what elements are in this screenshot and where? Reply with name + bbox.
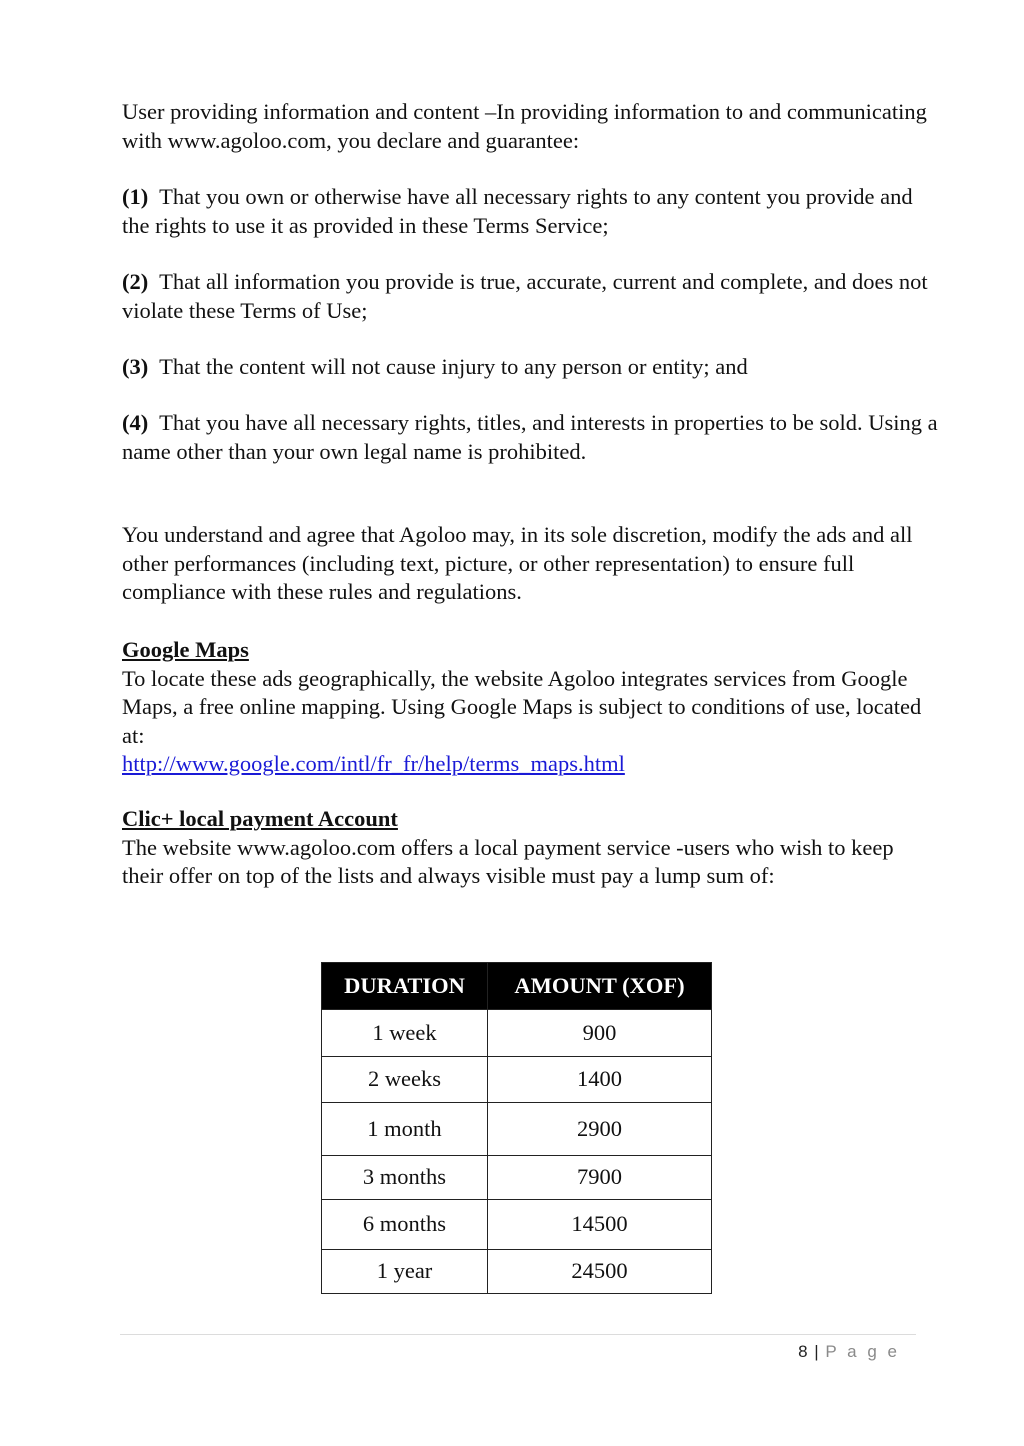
duration-cell: 1 year [322,1250,488,1294]
amount-cell: 7900 [488,1156,712,1200]
intro-paragraph [122,98,942,155]
payment-line-1: The website www.agoloo.com offers a local payment service -users who wish to keep [122,834,894,860]
item-number: (1) [122,184,149,209]
guarantee-item-1 [122,183,942,240]
table-row [322,1250,712,1294]
agreement-paragraph [122,521,942,607]
item-text: That you have all necessary rights, titles, and interests in properties to be sold. Using a name other than your own legal name is prohibited. [122,410,938,464]
guarantee-item-3 [122,353,942,382]
amount-cell: 900 [488,1010,712,1057]
footer-separator: | [814,1342,820,1361]
footer-divider [120,1334,916,1335]
payment-heading: Clic+ local payment Account [122,806,398,831]
amount-cell: 14500 [488,1200,712,1250]
table-row [322,1057,712,1103]
amount-cell: 24500 [488,1250,712,1294]
amount-cell: 2900 [488,1103,712,1156]
page-number: 8 [798,1342,809,1361]
item-text: That all information you provide is true, accurate, current and complete, and does not violate these Terms of Use; [122,269,928,323]
google-maps-heading: Google Maps [122,637,249,662]
duration-cell: 1 month [322,1103,488,1156]
table-row [322,1156,712,1200]
duration-header: DURATION [322,963,488,1010]
duration-cell: 1 week [322,1010,488,1057]
item-text: That the content will not cause injury to any person or entity; and [159,354,748,379]
duration-cell: 6 months [322,1200,488,1250]
item-number: (3) [122,354,149,379]
guarantee-item-4 [122,409,942,466]
duration-cell: 3 months [322,1156,488,1200]
page-label: P a g e [825,1342,900,1361]
amount-header: AMOUNT (XOF) [488,963,712,1010]
item-number: (4) [122,410,149,435]
duration-cell: 2 weeks [322,1057,488,1103]
google-maps-section [122,636,942,779]
payment-section [122,805,927,891]
fee-table [321,962,712,1294]
page-footer [798,1338,900,1367]
google-maps-body: To locate these ads geographically, the website Agoloo integrates services from Google Maps, a free online mapping. Using Google Maps is subject to conditions of use, located at: [122,665,922,748]
table-row [322,1010,712,1057]
amount-cell: 1400 [488,1057,712,1103]
table-row [322,1200,712,1250]
item-text: That you own or otherwise have all necessary rights to any content you provide and the rights to use it as provided in these Terms Service; [122,184,913,238]
table-row [322,1103,712,1156]
item-number: (2) [122,269,149,294]
guarantee-item-2 [122,268,942,325]
payment-line-2: their offer on top of the lists and always visible must pay a lump sum of: [122,863,775,888]
terms-maps-link[interactable]: http://www.google.com/intl/fr_fr/help/terms_maps.html [122,751,625,776]
table-header-row [322,963,712,1010]
intro-text: User providing information and content –In providing information to and communicating with www.agoloo.com, you declare and guarantee: [122,99,927,153]
agreement-text: You understand and agree that Agoloo may, in its sole discretion, modify the ads and all other performances (including text, picture, or other representation) to ensure full compliance with these rules and regulations. [122,522,913,604]
